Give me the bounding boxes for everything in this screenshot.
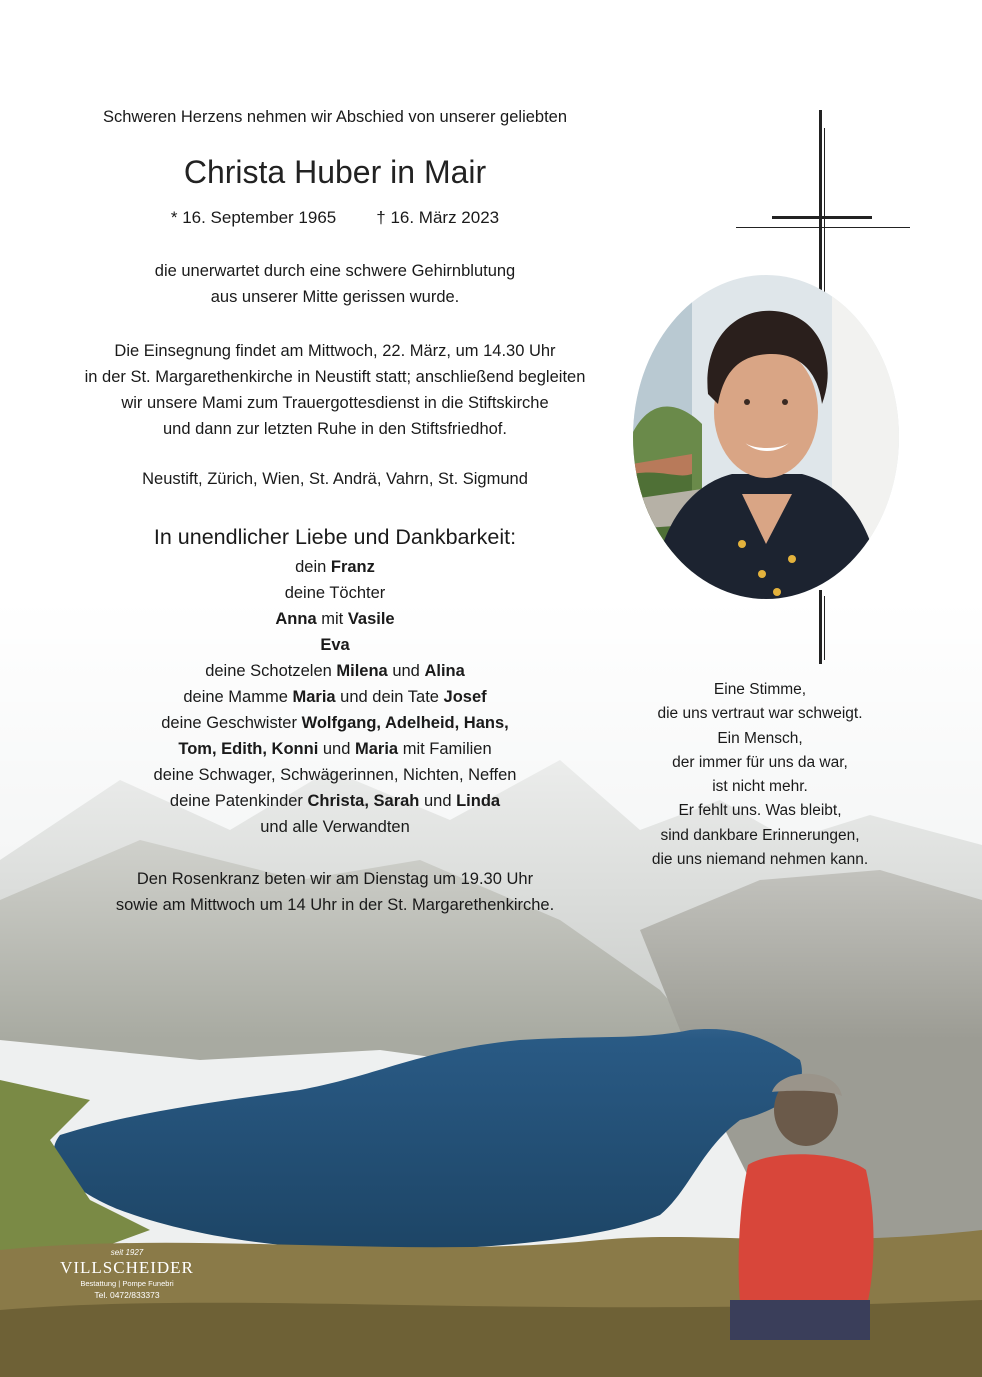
poem-line: die uns vertraut war schweigt. [657,705,863,723]
family-line: deine Schwager, Schwägerinnen, Nichten, Neffen [153,766,517,784]
deceased-name: Christa Huber in Mair [183,154,487,190]
funeral-text [60,338,610,442]
family-line: Anna mit Vasile [275,610,395,628]
death-date: † 16. März 2023 [376,208,500,227]
text-line: wir unsere Mami zum Trauergottesdienst in die Stiftskirche [121,394,549,412]
text-line: und dann zur letzten Ruhe in den Stiftsfriedhof. [163,420,507,438]
poem-line: Ein Mensch, [717,729,803,747]
logo-brand: VILLSCHEIDER [60,1258,194,1277]
rosary-text [60,866,610,918]
life-dates [60,205,610,231]
family-line: deine Patenkinder Christa, Sarah und Linda [169,792,501,810]
portrait-photo [632,274,900,600]
poem-line: Eine Stimme, [713,681,807,698]
logo-phone: Tel. 0472/833373 [94,1290,160,1300]
places-line: Neustift, Zürich, Wien, St. Andrä, Vahrn, St. Sigmund [142,470,528,488]
family-heading: In unendlicher Liebe und Dankbarkeit: [153,525,517,549]
poem [640,678,880,872]
family-line: und alle Verwandten [260,818,410,836]
family-line: deine Töchter [284,584,386,602]
cause-text [60,258,610,310]
family-line: Eva [320,636,350,654]
birth-date: * 16. September 1965 [170,208,337,227]
poem-line: der immer für uns da war, [672,753,848,771]
funeral-home-logo [52,1248,202,1318]
poem-line: sind dankbare Erinnerungen, [660,826,860,844]
family-line: dein Franz [295,558,375,576]
text-line: Den Rosenkranz beten wir am Dienstag um 19.30 Uhr [136,870,534,888]
text-line: in der St. Margarethenkirche in Neustift statt; anschließend begleiten [84,368,586,386]
logo-subtitle: Bestattung | Pompe Funebri [80,1279,174,1288]
family-line: deine Mamme Maria und dein Tate Josef [183,688,487,706]
intro-line: Schweren Herzens nehmen wir Abschied von unserer geliebten [102,108,568,126]
family-line: Tom, Edith, Konni und Maria mit Familien [178,740,492,758]
family-line: deine Schotzelen Milena und Alina [205,662,465,680]
poem-line: Er fehlt uns. Was bleibt, [678,802,842,820]
text-line: sowie am Mittwoch um 14 Uhr in der St. Margarethenkirche. [115,896,555,914]
logo-since: seit 1927 [110,1248,144,1257]
text-line: Die Einsegnung findet am Mittwoch, 22. März, um 14.30 Uhr [114,342,556,360]
family-list [60,554,610,840]
family-line: deine Geschwister Wolfgang, Adelheid, Hans, [161,714,509,732]
poem-line: ist nicht mehr. [712,778,808,796]
text-line: aus unserer Mitte gerissen wurde. [210,288,460,306]
poem-line: die uns niemand nehmen kann. [651,851,869,869]
text-line: die unerwartet durch eine schwere Gehirnblutung [154,262,516,280]
